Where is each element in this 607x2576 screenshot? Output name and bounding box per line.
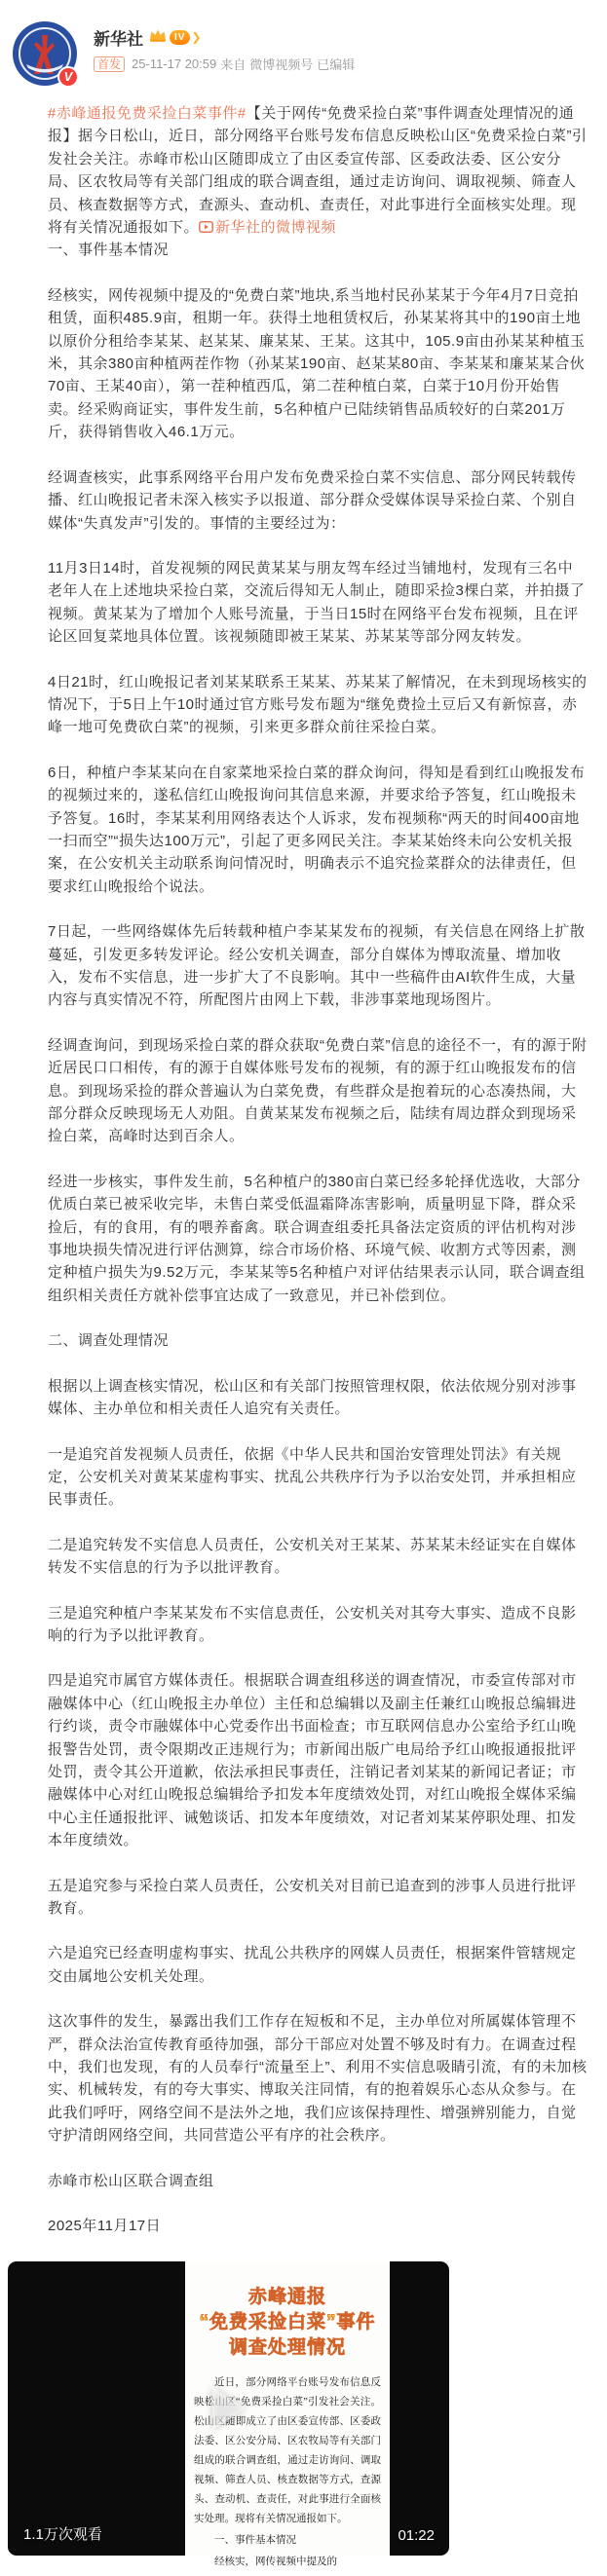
first-release-badge: 首发 [94, 56, 125, 72]
post-paragraph: 五是追究参与采捡白菜人员责任，公安机关对目前已追查到的涉事人员进行批评教育。 [48, 1877, 577, 1917]
post-source[interactable]: 微博视频号 [249, 57, 314, 72]
post-body [0, 86, 607, 2237]
post-paragraph: 经调查核实，此事系网络平台用户发布免费采捡白菜不实信息、部分网民转载传播、红山晚报记者未深入核实予以报道、部分群众受媒体误导采捡白菜、个别自媒体“失真发声”引发的。事情的主要经过为： [48, 468, 577, 532]
video-card[interactable] [8, 2261, 449, 2568]
post-paragraph: 根据以上调查核实情况，松山区和有关部门按照管理权限，依法依规分别对涉事媒体、主办单位和相关责任人追究有关责任。 [48, 1377, 577, 1418]
post-paragraph: 6日，种植户李某某向在自家菜地采捡白菜的群众询问，得知是看到红山晚报发布的视频过来的，遂私信红山晚报询问其信息来源，并要求给予答复，红山晚报未予答复。16时，李某某利用网络表达个人诉求，发布视频称“两天的时间400亩地一扫而空”“损失达100万元”，引起了更多网民关注。李某某始终未向公安机关报案，在公安机关主动联系询问情况时，明确表示不追究捡菜群众的法律责任，但要求红山晚报给个说法。 [48, 764, 586, 895]
video-doc-paragraph: 经核实，网传视频中提及的 [214, 2557, 337, 2568]
post-paragraph: 六是追究已经查明虚构事实、扰乱公共秩序的网媒人员责任，根据案件管辖规定交由属地公安机关处理。 [48, 1945, 577, 1985]
post-lead-text: 【关于网传“免费采捡白菜”事件调查处理情况的通报】据今日松山，近日，部分网络平台账号发布信息反映松山区“免费采捡白菜”引发社会关注。赤峰市松山区随即成立了由区委宣传部、区委政法委、区公安分局、区农牧局等有关部门组成的联合调查组，通过走访询问、调取视频、筛查人员、核查数据等方式，查源头、查动机、查责任，对此事进行全面核实处理。现将有关情况通报如下。 [48, 105, 588, 237]
post-paragraph: 4日21时，红山晚报记者刘某某联系王某某、苏某某了解情况，在未到现场核实的情况下，于5日上午10时通过官方账号发布题为“继免费捡土豆后又有新惊喜，赤峰一地可免费砍白菜”的视频，引来更多群众前往采捡白菜。 [48, 673, 588, 736]
post-paragraph: 经进一步核实，事件发生前，5名种植户的380亩白菜已经多轮择优选收，大部分优质白菜已被采收完毕，未售白菜受低温霜降冻害影响，质量明显下降，群众采捡后，有的食用，有的喂养畜禽。联合调查组委托具备法定资质的评估机构对涉事地块损失情况进行评估测算，综合市场价格、环境气候、收割方式等因素，测定种植户损失为9.52万元，李某某等5名种植户对评估结果表示认同，联合调查组组织相关责任方就补偿事宜达成了一致意见，并已补偿到位。 [48, 1173, 586, 1304]
video-duration: 01:22 [398, 2527, 435, 2545]
avatar[interactable] [13, 21, 77, 86]
post-paragraph: 经核实，网传视频中提及的“免费白菜”地块,系当地村民孙某某于今年4月7日竞拍租赁，面积485.9亩，租期一年。获得土地租赁权后，孙某某将其中的190亩土地以原价分租给李某某、赵某某、廉某某、王某。这其中，105.9亩由孙某某种植玉米，其余380亩种植两茬作物（孙某某190亩、赵某某80亩、李某某和廉某某合伙70亩、王某40亩），第一茬种植西瓜，第二茬种植白菜，白菜于10月份开始售卖。经采购商证实，事件发生前，5名种植户已陆续销售品质较好的白菜201万斤，获得销售收入46.1万元。 [48, 286, 586, 441]
verified-badge-icon: V [57, 66, 79, 88]
video-doc-paragraph: 近日，部分网络平台账号发布信息反映松山区“免费采捡白菜”引发社会关注。松山区随即成立了由区委宣传部、区委政法委、区公安分局、区农牧局等有关部门组成的联合调查组，通过走访询问、调取视频、筛查人员、核查数据等方式，查源头、查动机、查责任，对此事进行全面核实处理。现将有关情况通报如下。 [194, 2377, 381, 2525]
source-prefix: 来自 [220, 57, 247, 72]
post-paragraph: 四是追究市属官方媒体责任。根据联合调查组移送的调查情况，市委宣传部对市融媒体中心（红山晚报主办单位）主任和总编辑以及副主任兼红山晚报总编辑进行约谈，责令市融媒体中心党委作出书面检查；市互联网信息办公室给予红山晚报警告处罚，责令限期改正违规行为；市新闻出版广电局给予红山晚报通报批评处罚，责令其公开道歉，依法承担民事责任，注销记者刘某某的新闻记者证；市融媒体中心对红山晚报总编辑给予扣发本年度绩效处罚，对红山晚报全媒体采编中心主任通报批评、诫勉谈话、扣发本年度绩效，对记者刘某某停职处理、扣发本年度绩效。 [48, 1672, 577, 1849]
post-header [0, 0, 607, 86]
vip-crown-icon [149, 28, 167, 47]
post-paragraphs [48, 239, 588, 2237]
video-camera-icon [199, 221, 213, 233]
post-paragraph: 一、事件基本情况 [48, 242, 170, 259]
play-icon[interactable] [212, 2387, 246, 2430]
post-paragraph: 二、调查处理情况 [48, 1332, 170, 1350]
post-paragraph: 一是追究首发视频人员责任，依据《中华人民共和国治安管理处罚法》有关规定，公安机关对黄某某虚构事实、扰乱公共秩序行为予以治安处罚，并承担相应民事责任。 [48, 1445, 577, 1509]
post-paragraph: 11月3日14时，首发视频的网民黄某某与朋友驾车经过当铺地村，发现有三名中老年人在上述地块采捡白菜，交流后得知无人制止，随即采捡3棵白菜，并拍摄了视频。黄某某为了增加个人账号流量，于当日15时在网络平台发布视频，且在评论区回复菜地具体位置。该视频随即被王某某、苏某某等部分网友转发。 [48, 559, 586, 646]
post-paragraph: 这次事件的发生，暴露出我们工作存在短板和不足，主办单位对所属媒体管理不严，群众法治宣传教育亟待加强，部分干部应对处置不够及时有力。在调查过程中，我们也发现，有的人员奉行“流量至上”、利用不实信息吸睛引流，有的未加核实、机械转发，有的夸大事实、博取关注同情，有的抱着娱乐心态从众参与。在此我们呼吁，网络空间不是法外之地，我们应该保持理性、增强辨别能力，自觉守护清朗网络空间，共同营造公平有序的社会秩序。 [48, 2013, 588, 2145]
post-paragraph: 二是追究转发不实信息人员责任，公安机关对王某某、苏某某未经证实在自媒体转发不实信息的行为予以批评教育。 [48, 1536, 577, 1577]
post-paragraph: 赤峰市松山区联合调查组 [48, 2172, 214, 2189]
post-time: 25-11-17 20:59 [132, 56, 217, 71]
post-paragraph: 2025年11月17日 [48, 2218, 162, 2235]
video-doc-title: 赤峰通报 “免费采捡白菜”事件 调查处理情况 [199, 2287, 376, 2359]
weibo-video-link[interactable]: 新华社的微博视频 [199, 219, 336, 236]
video-doc-paragraph: 一、事件基本情况 [214, 2535, 296, 2547]
video-views: 1.1万次观看 [23, 2526, 102, 2544]
post-paragraph-lead [48, 102, 588, 239]
edited-label: 已编辑 [317, 57, 356, 72]
topic-hashtag-link[interactable]: #赤峰通报免费采捡白菜事件# [48, 105, 247, 122]
post-paragraph: 经调查询问，到现场采捡白菜的群众获取“免费白菜”信息的途径不一，有的源于附近居民口口相传，有的源于自媒体账号发布的视频，有的源于红山晚报发布的信息。到现场采捡的群众普遍认为白菜免费，有些群众是抱着玩的心态凑热闹，大部分群众反映现场无人劝阻。自黄某某发布视频之后，陆续有周边群众到现场采捡白菜，高峰时达到百余人。 [48, 1036, 588, 1145]
vip-tail-icon: ❯ [191, 30, 202, 44]
user-name[interactable]: 新华社 [94, 29, 143, 49]
post-paragraph: 三是追究种植户李某某发布不实信息责任，公安机关对其夸大事实、造成不良影响的行为予以批评教育。 [48, 1604, 577, 1644]
vip-level-badge: IV [170, 30, 190, 45]
post-paragraph: 7日起，一些网络媒体先后转载种植户李某某发布的视频，有关信息在网络上扩散蔓延，引发更多转发评论。经公安机关调查，部分自媒体为博取流量、增加收入，发布不实信息，进一步扩大了不良影响。其中一些稿件由AI软件生成，大量内容与真实情况不符，所配图片由网上下载，非涉事菜地现场图片。 [48, 923, 586, 1009]
